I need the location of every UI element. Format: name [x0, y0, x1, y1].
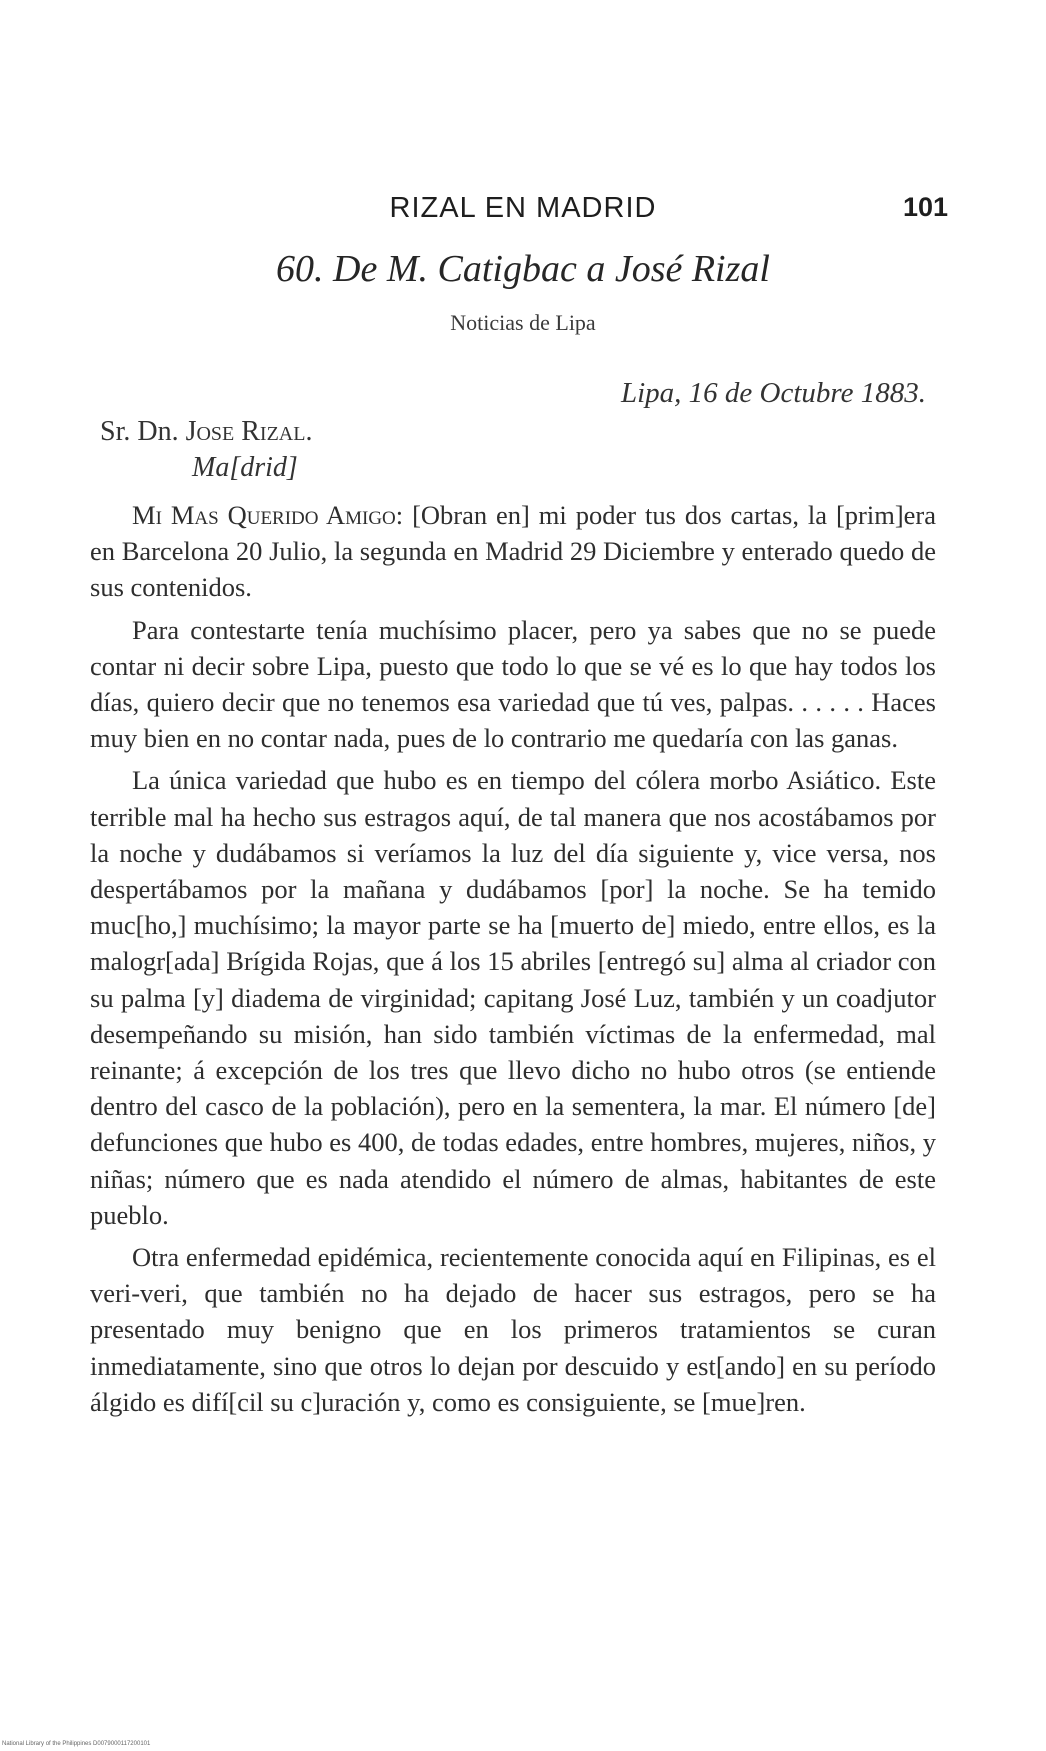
salutation: Mi Mas Querido Amigo:: [132, 500, 404, 530]
addressee: [100, 416, 312, 448]
letter-title: 60. De M. Catigbac a José Rizal: [276, 248, 770, 290]
addressee-name: Jose Rizal.: [185, 416, 313, 447]
footer-credit: National Library of the Philippines D0079000117200101: [2, 1741, 151, 1747]
running-head: [0, 192, 1046, 226]
paragraph-1: [90, 497, 936, 606]
paragraph-1-text: [Obran en] mi poder tus dos cartas, la [prim]era en Barcelona 20 Julio, la segunda en Madrid 29 Diciembre y enterado quedo de sus contenidos.: [90, 500, 936, 603]
addressee-city: Ma[drid]: [192, 452, 298, 483]
running-title: RIZAL EN MADRID: [389, 192, 657, 224]
letter-subtitle: Noticias de Lipa: [450, 310, 596, 335]
paragraph-4: Otra enfermedad epidémica, recientemente conocida aquí en Filipinas, es el veri-veri, que también no ha dejado de hacer sus estragos, pero se ha presentado muy benigno que en los primeros tratamientos se curan inmediatamente, sino que otros lo dejan por descuido y est[ando] en su período álgido es difí[cil su c]uración y, como es consiguiente, se [mue]ren.: [90, 1242, 936, 1417]
page-number: 101: [902, 192, 948, 222]
paragraph-2: Para contestarte tenía muchísimo placer, pero ya sabes que no se puede contar ni decir sobre Lipa, puesto que todo lo que se vé es lo que hay todos los días, quiero decir que no tenemos esa variedad que tú ves, palpas. . . . . . Haces muy bien en no contar nada, pues de lo contrario me quedaría con las ganas.: [90, 614, 936, 754]
addressee-prefix: Sr. Dn.: [100, 416, 186, 447]
dateline: Lipa, 16 de Octubre 1883.: [620, 377, 926, 409]
paragraph-3: La única variedad que hubo es en tiempo del cólera morbo Asiático. Este terrible mal ha hecho sus estragos aquí, de tal manera que nos acostábamos por la noche y dudábamos si veríamos la luz del día siguiente y, vice versa, nos despertábamos por la mañana y dudábamos [por] la noche. Se ha temido muc[ho,] muchísimo; la mayor parte se ha [muerto de] miedo, entre ellos, es la malogr[ada] Brígida Rojas, que á los 15 abriles [entregó su] alma al criador con su palma [y] diadema de virginidad; capitang José Luz, también y un coadjutor desempeñando su misión, han sido también víctimas de la enfermedad, mal reinante; á excepción de los tres que llevo dicho no hubo otros (se entiende dentro del casco de la población), pero en la sementera, la mar. El número [de] defunciones que hubo es 400, de todas edades, entre hombres, mujeres, niños, y niñas; número que es nada atendido el número de almas, habitantes de este pueblo.: [90, 765, 936, 1230]
letter-body: [90, 497, 936, 1426]
